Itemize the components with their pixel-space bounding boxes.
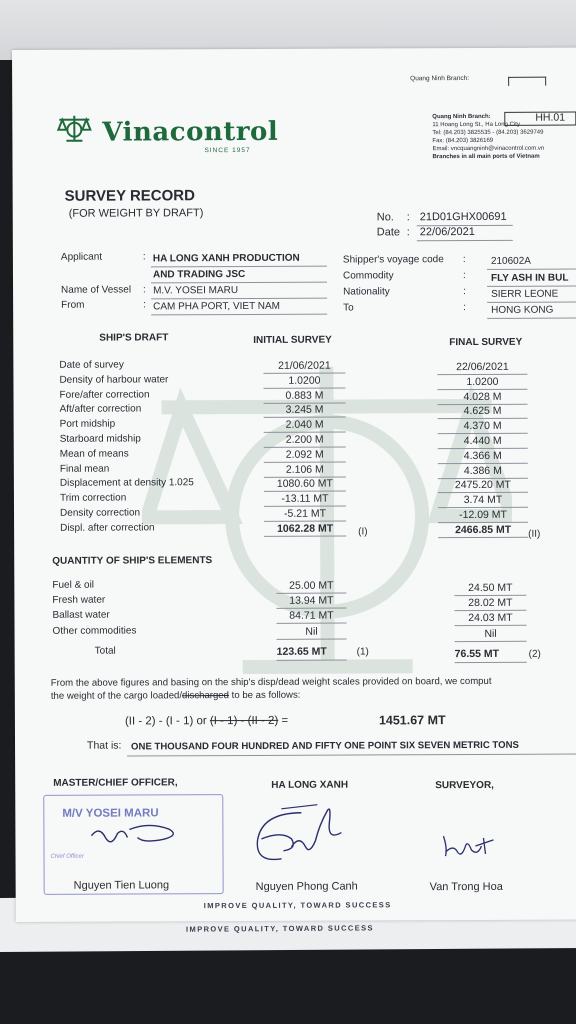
branch-label: Quang Ninh Branch: [432, 113, 491, 121]
draft-final-value: 4.370 M [463, 420, 502, 433]
from-value: CAM PHA PORT, VIET NAM [153, 300, 281, 313]
element-final-underline [454, 610, 526, 611]
draft-final-value: 2475.20 MT [454, 479, 511, 492]
voyage-value: 210602A [490, 255, 531, 267]
total-initial-marker: (1) [356, 646, 369, 658]
element-row-label: Fresh water [52, 594, 106, 607]
draft-row-label: Starboard midship [59, 433, 141, 445]
top-code-box [508, 77, 546, 86]
result-text-line-1: From the above figures and basing on the ship's disp/dead weight scales provided on board, we comput [50, 675, 492, 689]
applicant-line-1: HA LONG XANH PRODUCTION [152, 252, 300, 265]
weight-in-words: ONE THOUSAND FOUR HUNDRED AND FIFTY ONE POINT SIX SEVEN METRIC TONS [131, 739, 519, 753]
draft-initial-value: 0.883 M [285, 389, 324, 402]
stamp-text: M/V YOSEI MARU [62, 807, 159, 820]
final-survey-header: FINAL SURVEY [449, 336, 523, 349]
draft-final-value: 22/06/2021 [456, 360, 509, 374]
ha-long-xanh-label: HA LONG XANH [271, 779, 349, 791]
draft-section-title: SHIP'S DRAFT [99, 332, 169, 344]
middle-name: Nguyen Phong Canh [255, 880, 358, 893]
nationality-label: Nationality [343, 286, 390, 298]
address-line-5: Branches in all main ports of Vietnam [432, 153, 540, 161]
draft-row-label: Aft/after correction [59, 403, 142, 416]
page-title: SURVEY RECORD [64, 187, 195, 205]
element-initial-value: Nil [305, 625, 318, 638]
element-final-underline [455, 625, 527, 626]
element-final-value: 28.02 MT [468, 597, 513, 610]
draft-initial-value: -13.11 MT [281, 492, 329, 506]
draft-initial-value: 1080.60 MT [276, 477, 333, 491]
nationality-value: SIERR LEONE [491, 288, 559, 300]
elements-section-title: QUANTITY OF SHIP'S ELEMENTS [52, 555, 213, 567]
address-line-1: 11 Hoang Long St., Ha Long City [432, 121, 520, 129]
master-name: Nguyen Tien Luong [73, 879, 170, 892]
surveyor-signature-icon [439, 832, 499, 860]
draft-final-underline [438, 537, 528, 538]
record-date-label: Date [376, 226, 401, 239]
survey-record-document: Quang Ninh Branch: Vinacontrol SINCE 1957 Quang Ninh Branch: HH.01 11 Hoang Long St., Ha Long City Tel: (84.203) 3825535 - (84.203) 3629749 Fax: (84.203) 3826169 Email: vncquangninh@vinacontrol.com.vn Branches in all main ports of Vietnam SURVEY RECORD (FOR WEIGHT BY DRAFT) No. : 21D01GHX00691 Date : 22/06/2021 Applicant : HA LONG XANH PRODUCTION AND TRADING JSC Name of Vessel : M.V. YOSEI MARU From : CAM PHA PORT, VIET NAM Shipper's voyage code : 210602A Commodity : FLY ASH IN BUL Nationality : SIERR LEONE To : HONG KONG SHIP'S DRAFT INITIAL SURVEY FINAL SURVEY Date of survey 21/06/2021 22/06/2021 Density of harbour water 1.0200 1.0200 Fore/after correction 0.883 M 4.028 M Aft/after correction 3.245 M 4.625 M Port midship 2.040 M 4.370 M Starboard midship 2.200 M 4.440 M Mean of means 2.092 M 4.366 M Final mean 2.106 M 4.386 M Displacement at density 1.025 1080.60 MT 2475.20 MT Trim correction -13.11 MT 3.74 MT Density correction -5.21 MT -12.09 MT Displ. after correction 1062.28 MT 2466.85 MT (I) (II) QUANTITY OF SHIP'S ELEMENTS Fuel & oil 25.00 MT 24.50 MT Fresh water 13.94 MT 28.02 MT Ballast water 84.71 MT 24.03 MT Other commodities Nil Nil Total 123.65 MT (1) 76.55 MT (2) From the above figures and basing on the ship's disp/dead weight scales provided on board, we comput the weight of the cargo loaded/discharged to be as follows: (II - 2) - (I - 1) or (I - 1) - (II - 2) = 1451.67 MT That is: ONE THOUSAND FOUR HUNDRED AND FIFTY ONE POINT SIX SEVEN METRIC TONS MASTER/CHIEF OFFICER, HA LONG XANH SURVEYOR, M/V YOSEI MARU Chief Officer Nguyen Tien Luong Nguyen Phong Canh Van Trong Hoa IMPROVE QUALITY, TOWARD SUCCESS [12, 47, 576, 921]
logo-name: Vinacontrol [102, 116, 279, 148]
draft-row-label: Density of harbour water [59, 374, 169, 386]
result-text-line-2: the weight of the cargo loaded/discharged to be as follows: [50, 689, 301, 702]
element-row-label: Other commodities [52, 625, 137, 637]
draft-final-value: 4.625 M [463, 405, 502, 418]
cargo-weight: 1451.67 MT [378, 713, 446, 728]
initial-displ-marker: (I) [358, 526, 368, 538]
element-final-underline [454, 595, 526, 596]
draft-initial-value: 1062.28 MT [277, 522, 334, 535]
applicant-label: Applicant [60, 251, 103, 263]
draft-row-label: Displ. after correction [60, 522, 155, 534]
draft-row-label: Port midship [59, 418, 116, 430]
record-no-value: 21D01GHX00691 [419, 210, 507, 224]
address-line-2: Tel: (84.203) 3825535 - (84.203) 3629749 [432, 129, 544, 137]
address-line-3: Fax: (84.203) 3826169 [432, 137, 494, 145]
formula: (II - 2) - (I - 1) or (I - 1) - (II - 2) = [124, 714, 289, 728]
element-initial-value: 25.00 MT [289, 579, 334, 592]
draft-initial-value: 2.092 M [285, 448, 324, 461]
surveyor-name: Van Trong Hoa [429, 880, 503, 894]
logo-since: SINCE 1957 [204, 146, 251, 155]
from-label: From [61, 299, 85, 311]
element-final-value: 24.03 MT [468, 612, 513, 625]
vinacontrol-logo-icon [56, 114, 92, 144]
draft-initial-value: 3.245 M [285, 404, 324, 417]
total-final-value: 76.55 MT [454, 647, 500, 661]
vessel-label: Name of Vessel [61, 284, 132, 296]
master-label: MASTER/CHIEF OFFICER, [53, 777, 178, 789]
draft-row-label: Trim correction [59, 492, 127, 504]
footer-slogan: IMPROVE QUALITY, TOWARD SUCCESS [203, 900, 392, 911]
address-line-4: Email: vncquangninh@vinacontrol.com.vn [432, 145, 545, 153]
middle-signature-icon [241, 803, 351, 873]
draft-initial-value: 1.0200 [288, 374, 321, 387]
draft-row-label: Final mean [59, 463, 110, 475]
element-row-label: Ballast water [52, 609, 110, 622]
draft-final-value: 3.74 MT [463, 494, 503, 507]
draft-row-label: Displacement at density 1.025 [59, 477, 194, 490]
draft-final-value: 4.440 M [463, 434, 502, 448]
to-value: HONG KONG [491, 304, 554, 316]
commodity-label: Commodity [342, 270, 394, 282]
draft-row-label: Fore/after correction [59, 388, 150, 401]
voyage-label: Shipper's voyage code [342, 254, 444, 266]
draft-row-label: Date of survey [59, 359, 124, 371]
doc-code: HH.01 [535, 111, 566, 124]
element-initial-value: 13.94 MT [289, 594, 334, 607]
stamp-small-text: Chief Officer [50, 853, 84, 860]
element-final-underline [455, 640, 527, 641]
record-date-value: 22/06/2021 [419, 225, 475, 239]
draft-final-value: 4.366 M [463, 449, 502, 462]
draft-initial-value: -5.21 MT [283, 507, 327, 520]
record-no-label: No. [376, 211, 394, 224]
draft-final-value: 4.028 M [463, 390, 502, 403]
final-displ-marker: (II) [528, 528, 541, 540]
draft-final-value: 4.386 M [463, 464, 502, 477]
vessel-value: M.V. YOSEI MARU [153, 285, 239, 297]
draft-initial-value: 2.200 M [285, 433, 324, 446]
draft-initial-value: 21/06/2021 [278, 359, 331, 372]
struck-formula: (I - 1) - (II - 2) [209, 714, 279, 728]
element-final-value: 24.50 MT [468, 581, 513, 595]
commodity-value: FLY ASH IN BUL [490, 272, 569, 284]
draft-final-value: 1.0200 [466, 375, 499, 388]
draft-row-label: Mean of means [59, 448, 129, 460]
draft-initial-value: 2.040 M [285, 418, 324, 431]
top-branch-label: Quang Ninh Branch: [410, 75, 470, 83]
total-label: Total [94, 645, 116, 657]
surveyor-label: SURVEYOR, [435, 779, 494, 792]
element-final-value: Nil [484, 627, 497, 640]
to-label: To [343, 302, 354, 314]
draft-final-value: -12.09 MT [459, 508, 507, 522]
draft-final-value: 2466.85 MT [455, 523, 512, 536]
element-row-label: Fuel & oil [52, 579, 95, 591]
draft-initial-value: 2.106 M [285, 463, 324, 476]
words-label: That is: [87, 739, 122, 752]
element-initial-value: 84.71 MT [289, 609, 334, 623]
under-sheet-slogan: IMPROVE QUALITY, TOWARD SUCCESS [186, 923, 374, 934]
master-signature-icon [85, 821, 195, 851]
initial-survey-header: INITIAL SURVEY [253, 334, 332, 346]
draft-row-label: Density correction [59, 507, 141, 519]
total-final-marker: (2) [528, 648, 541, 660]
page-subtitle: (FOR WEIGHT BY DRAFT) [68, 207, 204, 220]
applicant-line-2: AND TRADING JSC [152, 268, 246, 281]
struck-discharged: discharged [182, 690, 229, 702]
total-initial-value: 123.65 MT [276, 645, 327, 658]
